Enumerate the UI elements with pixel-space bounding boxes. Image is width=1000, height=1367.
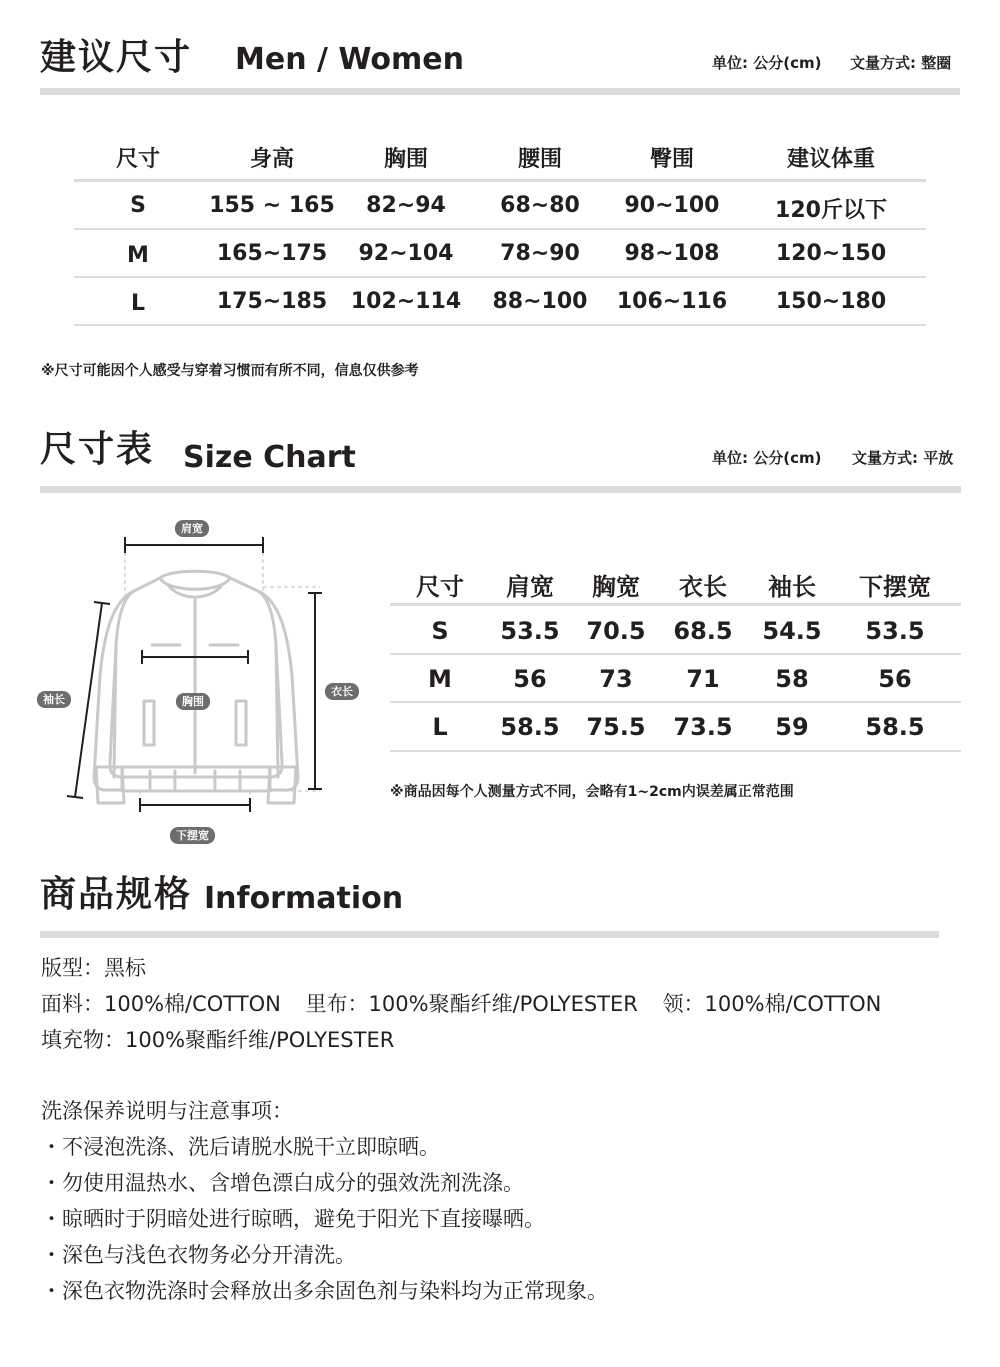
table-header: 袖长	[768, 573, 816, 601]
care-item: ・深色与浅色衣物务必分开清洗。	[41, 1243, 356, 1267]
table-cell: 53.5	[865, 617, 925, 645]
table-cell: 68.5	[673, 617, 733, 645]
section3-title-en: Information	[204, 881, 404, 916]
table-cell: 58	[775, 665, 809, 693]
table-cell: 58.5	[500, 713, 560, 741]
table-cell: 73.5	[673, 713, 733, 741]
table-header: 身高	[249, 147, 294, 172]
table-cell: 90~100	[624, 193, 720, 218]
table-cell: 155 ~ 165	[209, 193, 335, 218]
table-row-line	[74, 276, 926, 278]
table-cell: 73	[599, 665, 633, 693]
care-item: ・勿使用温热水、含增色漂白成分的强效洗剂洗涤。	[41, 1171, 524, 1195]
spec-filling: 填充物：100%聚酯纤维/POLYESTER	[41, 1028, 395, 1052]
hem-width-tag: 下摆宽	[170, 827, 215, 844]
table-cell: 88~100	[492, 289, 588, 314]
spec-lining: 里布：100%聚酯纤维/POLYESTER	[305, 992, 638, 1016]
table-cell: 75.5	[586, 713, 646, 741]
table-cell: 92~104	[358, 241, 454, 266]
table-cell: 71	[686, 665, 720, 693]
table-header: 衣长	[679, 573, 727, 601]
section1-note: ※尺寸可能因个人感受与穿着习惯而有所不同，信息仅供参考	[41, 363, 419, 379]
table-cell: 175~185	[216, 289, 328, 314]
spec-fabric: 面料：100%棉/COTTON	[41, 992, 281, 1016]
section1-method: 文量方式: 整圈	[850, 54, 952, 72]
table-cell: 120斤以下	[775, 198, 887, 223]
table-header: 尺寸	[115, 147, 160, 172]
table-row-line	[74, 324, 926, 326]
section1-unit: 单位: 公分(cm)	[712, 54, 822, 72]
table-row-line	[390, 653, 961, 655]
table-cell: 68~80	[500, 193, 580, 218]
spec-collar: 领：100%棉/COTTON	[662, 992, 882, 1016]
table-header: 下摆宽	[859, 573, 931, 601]
section3-divider	[40, 931, 939, 938]
section2-title-en: Size Chart	[183, 440, 356, 475]
chest-tag: 胸围	[176, 693, 210, 710]
care-item: ・深色衣物洗涤时会释放出多余固色剂与染料均为正常现象。	[41, 1279, 608, 1303]
table-cell: 98~108	[624, 241, 720, 266]
care-item: ・不浸泡洗涤、洗后请脱水脱干立即晾晒。	[41, 1135, 440, 1159]
table-cell: 120~150	[775, 241, 887, 266]
section1-divider	[40, 88, 960, 95]
table-cell: 56	[513, 665, 547, 693]
table-cell: 70.5	[586, 617, 646, 645]
shoulder-width-tag: 肩宽	[175, 520, 209, 537]
table-cell: 54.5	[762, 617, 822, 645]
table-cell: 56	[878, 665, 912, 693]
table-cell: 150~180	[775, 289, 887, 314]
table-header-line	[74, 179, 926, 182]
table-row-line	[390, 701, 961, 703]
table-cell: S	[431, 617, 449, 645]
table-cell: M	[127, 243, 149, 268]
sleeve-length-tag: 袖长	[37, 691, 71, 708]
care-title: 洗涤保养说明与注意事项：	[41, 1099, 293, 1123]
table-row-line	[390, 750, 961, 752]
table-cell: 53.5	[500, 617, 560, 645]
section1-title-cn: 建议尺寸	[40, 37, 193, 78]
table-cell: M	[428, 665, 452, 693]
table-header: 建议体重	[786, 147, 875, 172]
table-header: 腰围	[517, 147, 562, 172]
table-header: 尺寸	[416, 573, 464, 601]
spec-line-fit	[41, 958, 164, 979]
jacket-outline	[94, 571, 298, 803]
section3-title-cn: 商品规格	[40, 874, 193, 915]
table-cell: 106~116	[616, 289, 728, 314]
table-cell: 78~90	[500, 241, 580, 266]
table-cell: 165~175	[216, 241, 328, 266]
table-cell: L	[130, 291, 146, 316]
table-cell: S	[130, 193, 146, 218]
section2-method: 文量方式: 平放	[852, 449, 954, 467]
care-item: ・晾晒时于阴暗处进行晾晒，避免于阳光下直接曝晒。	[41, 1207, 545, 1231]
spec-line-filling	[41, 1030, 412, 1051]
jacket-measurement-diagram	[30, 505, 375, 850]
body-length-tag: 衣长	[325, 683, 359, 700]
table-header-line	[390, 603, 961, 606]
section2-title-cn: 尺寸表	[40, 429, 155, 470]
table-header: 肩宽	[506, 573, 554, 601]
table-cell: L	[432, 713, 448, 741]
table-cell: 82~94	[366, 193, 446, 218]
table-header: 胸围	[383, 147, 428, 172]
section1-title-en: Men / Women	[235, 42, 464, 77]
table-cell: 59	[775, 713, 809, 741]
table-cell: 58.5	[865, 713, 925, 741]
table-row-line	[74, 228, 926, 230]
table-header: 臀围	[649, 147, 694, 172]
section2-divider	[40, 486, 961, 493]
spec-fit: 版型：黑标	[41, 956, 146, 980]
section2-unit: 单位: 公分(cm)	[712, 449, 822, 467]
table-header: 胸宽	[592, 573, 640, 601]
table-cell: 102~114	[350, 289, 462, 314]
section2-note: ※商品因每个人测量方式不同，会略有1~2cm内误差属正常范围	[390, 784, 794, 800]
spec-line-materials	[41, 994, 899, 1015]
